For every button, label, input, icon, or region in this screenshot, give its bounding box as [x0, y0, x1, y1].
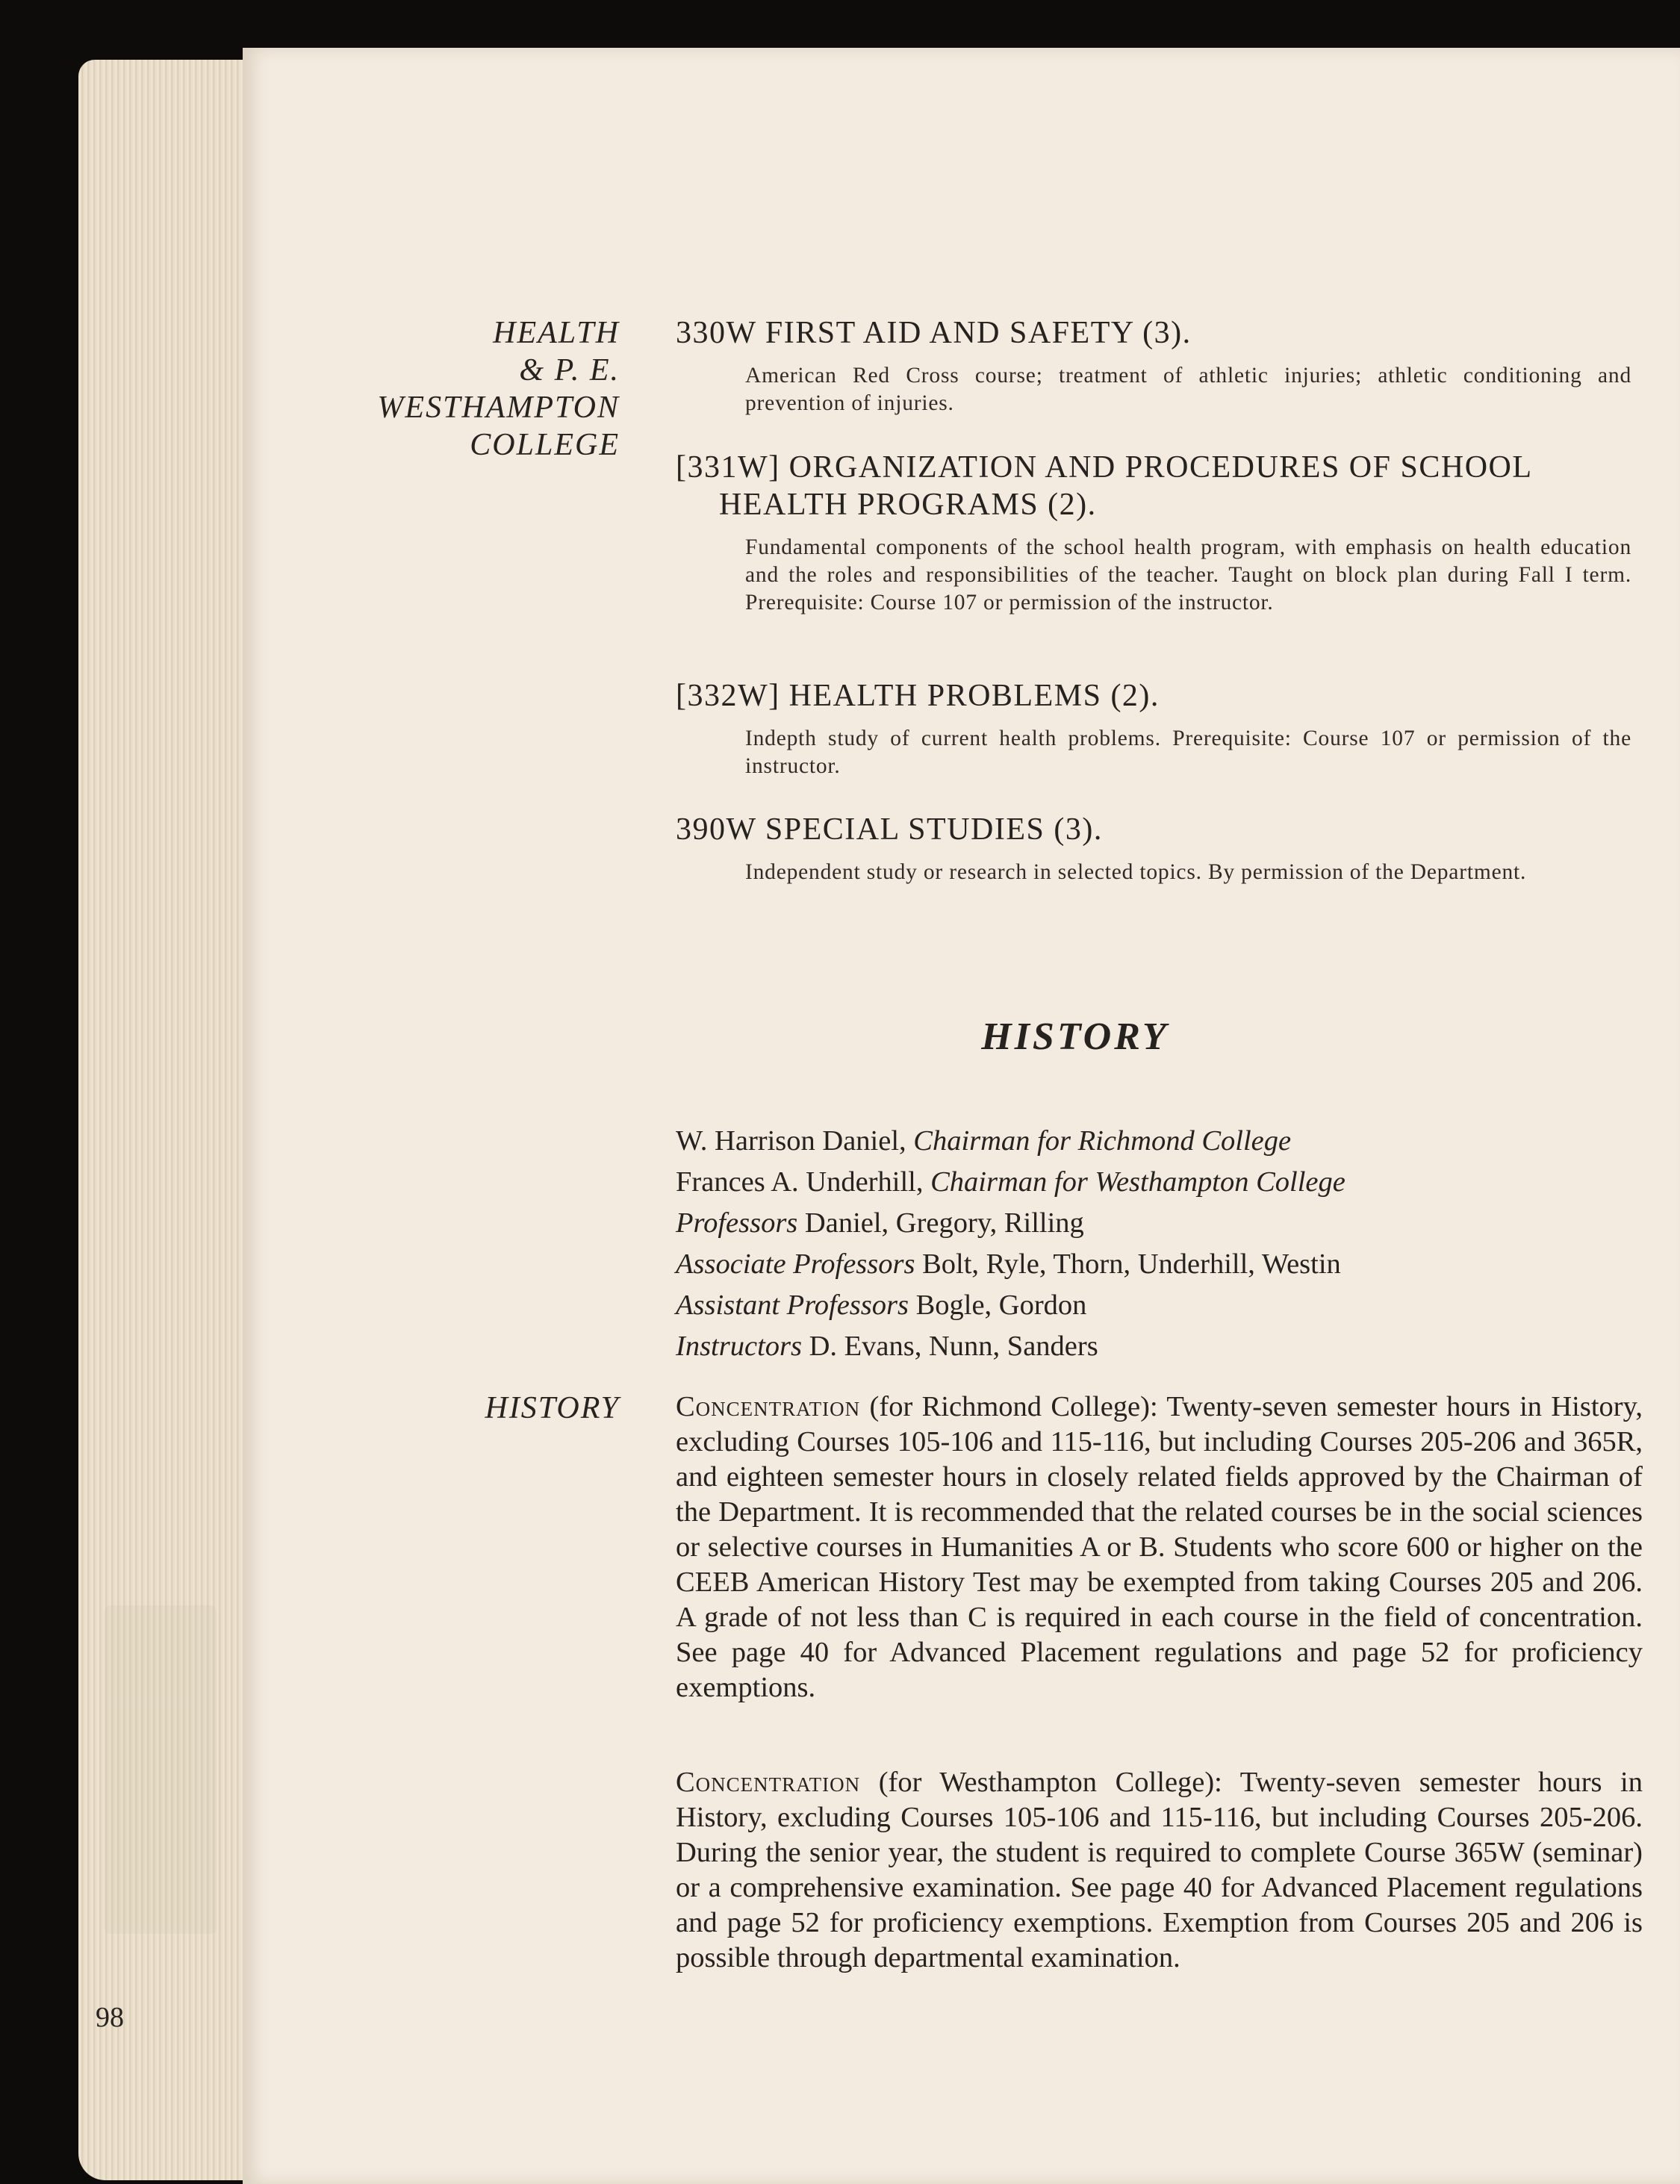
faculty-name: Bogle, Gordon [915, 1289, 1087, 1321]
faculty-entry [676, 1162, 1646, 1203]
concentration-label: Concentration [676, 1767, 861, 1798]
faculty-entry [676, 1121, 1646, 1162]
faculty-entry [676, 1326, 1646, 1367]
faculty-role: Professors [676, 1207, 798, 1239]
page-number: 98 [96, 2002, 124, 2033]
course-title-line: HEALTH PROGRAMS (2). [719, 488, 1097, 522]
margin-head-history: HISTORY [485, 1391, 620, 1425]
course-entry [676, 314, 1631, 417]
section-title: HISTORY [981, 1015, 1169, 1058]
course-entry [676, 677, 1631, 780]
faculty-role: Assistant Professors [676, 1289, 909, 1321]
margin-head-line: WESTHAMPTON [377, 391, 620, 425]
faculty-list [676, 1121, 1646, 1367]
course-title [676, 811, 1631, 848]
course-title-line: [331W] ORGANIZATION AND PROCEDURES OF SCHOOL [676, 450, 1533, 485]
concentration-paragraph [676, 1390, 1643, 1705]
concentration-label: Concentration [676, 1391, 861, 1422]
course-title [676, 449, 1631, 523]
concentration-text: (for Richmond College): Twenty-seven semester hours in History, excluding Courses 105-106 and 115-116, but including Courses 205-206 and 365R, and eighteen semester hours in closely related fields approved by the Chairman of the Department. It is recommended that the related courses be in the social sciences or selective courses in Humanities A or B. Students who score 600 or higher on the CEEB American History Test may be exempted from taking Courses 205 and 206. A grade of not less than C is required in each course in the field of concentration. See page 40 for Advanced Placement regulations and page 52 for proficiency exemptions. [676, 1391, 1643, 1703]
faculty-role: Associate Professors [676, 1248, 915, 1280]
faculty-role: Chairman for Westhampton College [930, 1166, 1345, 1198]
faculty-name: Bolt, Ryle, Thorn, Underhill, Westin [922, 1248, 1341, 1280]
faculty-entry [676, 1285, 1646, 1326]
course-title-line: 390W SPECIAL STUDIES (3). [676, 812, 1103, 847]
course-title [676, 677, 1631, 715]
course-title [676, 314, 1631, 352]
course-description: American Red Cross course; treatment of athletic injuries; athletic conditioning and prevention of injuries. [745, 364, 1631, 415]
course-title-line: 330W FIRST AID AND SAFETY (3). [676, 316, 1192, 350]
concentration-paragraph [676, 1765, 1643, 1976]
course-entry [676, 449, 1631, 617]
faculty-entry [676, 1244, 1646, 1285]
course-description: Independent study or research in selected topics. By permission of the Department. [745, 860, 1527, 884]
faculty-name: Frances A. Underhill, [676, 1166, 924, 1198]
faculty-role: Chairman for Richmond College [913, 1125, 1292, 1157]
margin-head-health [377, 314, 620, 464]
concentration-text: (for Westhampton College): Twenty-seven semester hours in History, excluding Courses 105-106 and 115-116, but including Courses 205-206. During the senior year, the student is required to complete Course 365W (seminar) or a comprehensive examination. See page 40 for Advanced Placement regulations and page 52 for proficiency exemptions. Exemption from Courses 205 and 206 is possible through departmental examination. [676, 1767, 1643, 1973]
faculty-name: D. Evans, Nunn, Sanders [809, 1331, 1098, 1362]
faculty-name: Daniel, Gregory, Rilling [804, 1207, 1084, 1239]
margin-head-line: HEALTH [493, 316, 620, 350]
faculty-entry [676, 1203, 1646, 1244]
course-description: Fundamental components of the school health program, with emphasis on health education and the roles and responsibilities of the teacher. Taught on block plan during Fall I term. Prerequisite: Course 107 or permission of the instructor. [745, 535, 1631, 615]
faculty-role: Instructors [676, 1331, 802, 1362]
course-description: Indepth study of current health problems. Prerequisite: Course 107 or permission of the instructor. [745, 727, 1631, 778]
margin-head-line: & P. E. [519, 353, 620, 388]
page-stain [105, 1605, 217, 1934]
margin-head-line: COLLEGE [470, 428, 620, 462]
course-entry [676, 811, 1631, 886]
book-page [243, 48, 1680, 2184]
course-title-line: [332W] HEALTH PROBLEMS (2). [676, 679, 1160, 713]
faculty-name: W. Harrison Daniel, [676, 1125, 906, 1157]
